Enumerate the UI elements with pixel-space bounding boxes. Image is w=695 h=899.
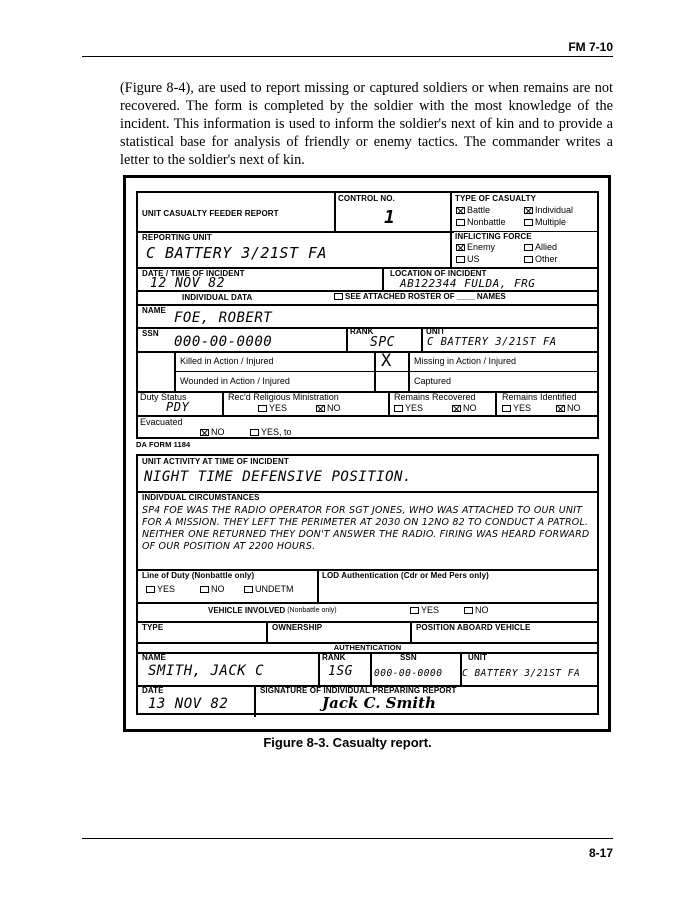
control-no-value[interactable]: 1 <box>384 207 396 228</box>
roster-checkbox[interactable] <box>334 293 343 300</box>
option-individual[interactable]: Individual <box>524 205 573 215</box>
remains-recovered-label: Remains Recovered <box>394 392 476 402</box>
vehicle-yes[interactable]: YES <box>410 605 439 615</box>
mia-label: Missing in Action / Injured <box>414 356 517 366</box>
lod-yes[interactable]: YES <box>146 584 175 594</box>
duty-status-label: Duty Status <box>140 392 187 402</box>
figure-caption: Figure 8-3. Casualty report. <box>263 735 432 750</box>
unit-activity-section <box>136 454 599 715</box>
option-enemy[interactable]: Enemy <box>456 242 495 252</box>
battle-checkbox[interactable] <box>456 207 465 214</box>
captured-label: Captured <box>414 376 452 386</box>
date-time-value[interactable]: 12 NOV 82 <box>150 276 225 291</box>
rank-value[interactable]: SPC <box>370 335 395 350</box>
auth-unit-value[interactable]: C BATTERY 3/21ST FA <box>462 668 581 679</box>
see-attached-roster[interactable]: SEE ATTACHED ROSTER OF ____ NAMES <box>334 292 506 301</box>
option-nonbattle[interactable]: Nonbattle <box>456 217 506 227</box>
nonbattle-checkbox[interactable] <box>456 219 465 226</box>
ssn-value[interactable]: 000-00-0000 <box>174 334 273 350</box>
circumstances-label: INDIVDUAL CIRCUMSTANCES <box>142 493 260 502</box>
manual-id: FM 7-10 <box>568 40 613 54</box>
lod-no[interactable]: NO <box>200 584 225 594</box>
remains-identified-yes[interactable]: YES <box>502 403 531 413</box>
auth-unit-label: UNIT <box>468 653 488 662</box>
auth-ssn-label: SSN <box>400 653 417 662</box>
religious-no[interactable]: NO <box>316 403 341 413</box>
evacuated-no[interactable]: NO <box>200 427 225 437</box>
ownership-label: OWNERSHIP <box>272 623 323 632</box>
name-label: NAME <box>142 306 166 315</box>
page-number: 8-17 <box>588 846 613 860</box>
option-allied[interactable]: Allied <box>524 242 557 252</box>
date-label: DATE <box>142 686 164 695</box>
control-no-label: CONTROL NO. <box>338 194 395 203</box>
us-checkbox[interactable] <box>456 256 465 263</box>
option-other[interactable]: Other <box>524 254 558 264</box>
vehicle-no[interactable]: NO <box>464 605 489 615</box>
enemy-checkbox[interactable] <box>456 244 465 251</box>
auth-rank-value[interactable]: 1SG <box>328 664 353 679</box>
wia-label: Wounded in Action / Injured <box>180 376 290 386</box>
remains-identified-no[interactable]: NO <box>556 403 581 413</box>
inflicting-force-label: INFLICTING FORCE <box>455 232 532 241</box>
footer-rule <box>82 838 613 839</box>
auth-rank-label: RANK <box>322 653 346 662</box>
signature-label: SIGNATURE OF INDIVIDUAL PREPARING REPORT <box>260 686 457 695</box>
auth-name-label: NAME <box>142 653 166 662</box>
position-aboard-label: POSITION ABOARD VEHICLE <box>416 623 531 632</box>
unit-casualty-feeder-report-form <box>136 191 599 439</box>
signature-value[interactable]: Jack C. Smith <box>322 694 436 712</box>
option-us[interactable]: US <box>456 254 480 264</box>
name-value[interactable]: FOE, ROBERT <box>174 310 273 326</box>
auth-ssn-value[interactable]: 000-00-0000 <box>374 668 443 679</box>
authentication-label: AUTHENTICATION <box>333 643 402 652</box>
type-of-casualty-label: TYPE OF CASUALTY <box>455 194 537 203</box>
allied-checkbox[interactable] <box>524 244 533 251</box>
unit-value[interactable]: C BATTERY 3/21ST FA <box>427 336 557 348</box>
date-value[interactable]: 13 NOV 82 <box>148 696 229 712</box>
auth-name-value[interactable]: SMITH, JACK C <box>148 663 265 679</box>
mia-mark[interactable]: X <box>381 351 392 371</box>
intro-paragraph: (Figure 8-4), are used to report missing or captured soldiers or when remains are not recovered. The form is completed by the soldier with the most knowledge of the incident. This information is used to inform the soldier's next of kin and to provide a statistical base for analysis of friendly or enemy tactics. The commander writes a letter to the soldier's next of kin. <box>120 80 613 168</box>
option-multiple[interactable]: Multiple <box>524 217 566 227</box>
vehicle-type-label: TYPE <box>142 623 164 632</box>
multiple-checkbox[interactable] <box>524 219 533 226</box>
form-number: DA FORM 1184 <box>136 440 191 449</box>
circumstances-value[interactable]: SP4 FOE WAS THE RADIO OPERATOR FOR SGT JONES, WHO WAS ATTACHED TO OUR UNIT FOR A MISSION. THEY LEFT THE PERIMETER AT 2030 ON 12NO 82 TO CONDUCT A PATROL. NEITHER ONE RETURNED THEY DON'T ANSWER THE RADIO. FIRING WAS HEARD FORWARD OF OUR POSITION AT 2200 HOURS. <box>142 505 590 552</box>
evacuated-yes-to[interactable]: YES, to <box>250 427 292 437</box>
religious-ministration-label: Rec'd Religious Ministration <box>228 392 339 402</box>
location-label: LOCATION OF INCIDENT <box>390 269 487 278</box>
reporting-unit-label: REPORTING UNIT <box>142 233 212 242</box>
lod-authentication-label: LOD Authentication (Cdr or Med Pers only) <box>322 571 489 580</box>
location-value[interactable]: AB122344 FULDA, FRG <box>400 277 536 290</box>
ssn-label: SSN <box>142 329 159 338</box>
remains-recovered-no[interactable]: NO <box>452 403 477 413</box>
duty-status-value[interactable]: PDY <box>166 400 190 414</box>
unit-activity-value[interactable]: NIGHT TIME DEFENSIVE POSITION. <box>144 469 412 485</box>
vehicle-involved: VEHICLE INVOLVED (Nonbattle only) <box>208 606 337 615</box>
casualty-report-figure <box>123 175 611 732</box>
other-checkbox[interactable] <box>524 256 533 263</box>
line-of-duty-label: Line of Duty (Nonbattle only) <box>142 571 255 580</box>
individual-data-label: INDIVIDUAL DATA <box>182 293 253 302</box>
reporting-unit-value[interactable]: C BATTERY 3/21ST FA <box>146 244 328 262</box>
date-time-label: DATE / TIME OF INCIDENT <box>142 269 245 278</box>
religious-yes[interactable]: YES <box>258 403 287 413</box>
unit-label: UNIT <box>426 327 446 336</box>
unit-activity-label: UNIT ACTIVITY AT TIME OF INCIDENT <box>142 457 289 466</box>
remains-recovered-yes[interactable]: YES <box>394 403 423 413</box>
header-rule <box>82 56 613 57</box>
evacuated-label: Evacuated <box>140 417 183 427</box>
remains-identified-label: Remains Identified <box>502 392 577 402</box>
individual-checkbox[interactable] <box>524 207 533 214</box>
option-battle[interactable]: Battle <box>456 205 490 215</box>
form-title: UNIT CASUALTY FEEDER REPORT <box>142 209 279 218</box>
lod-undetm[interactable]: UNDETM <box>244 584 294 594</box>
rank-label: RANK <box>350 327 374 336</box>
kia-label: Killed in Action / Injured <box>180 356 274 366</box>
